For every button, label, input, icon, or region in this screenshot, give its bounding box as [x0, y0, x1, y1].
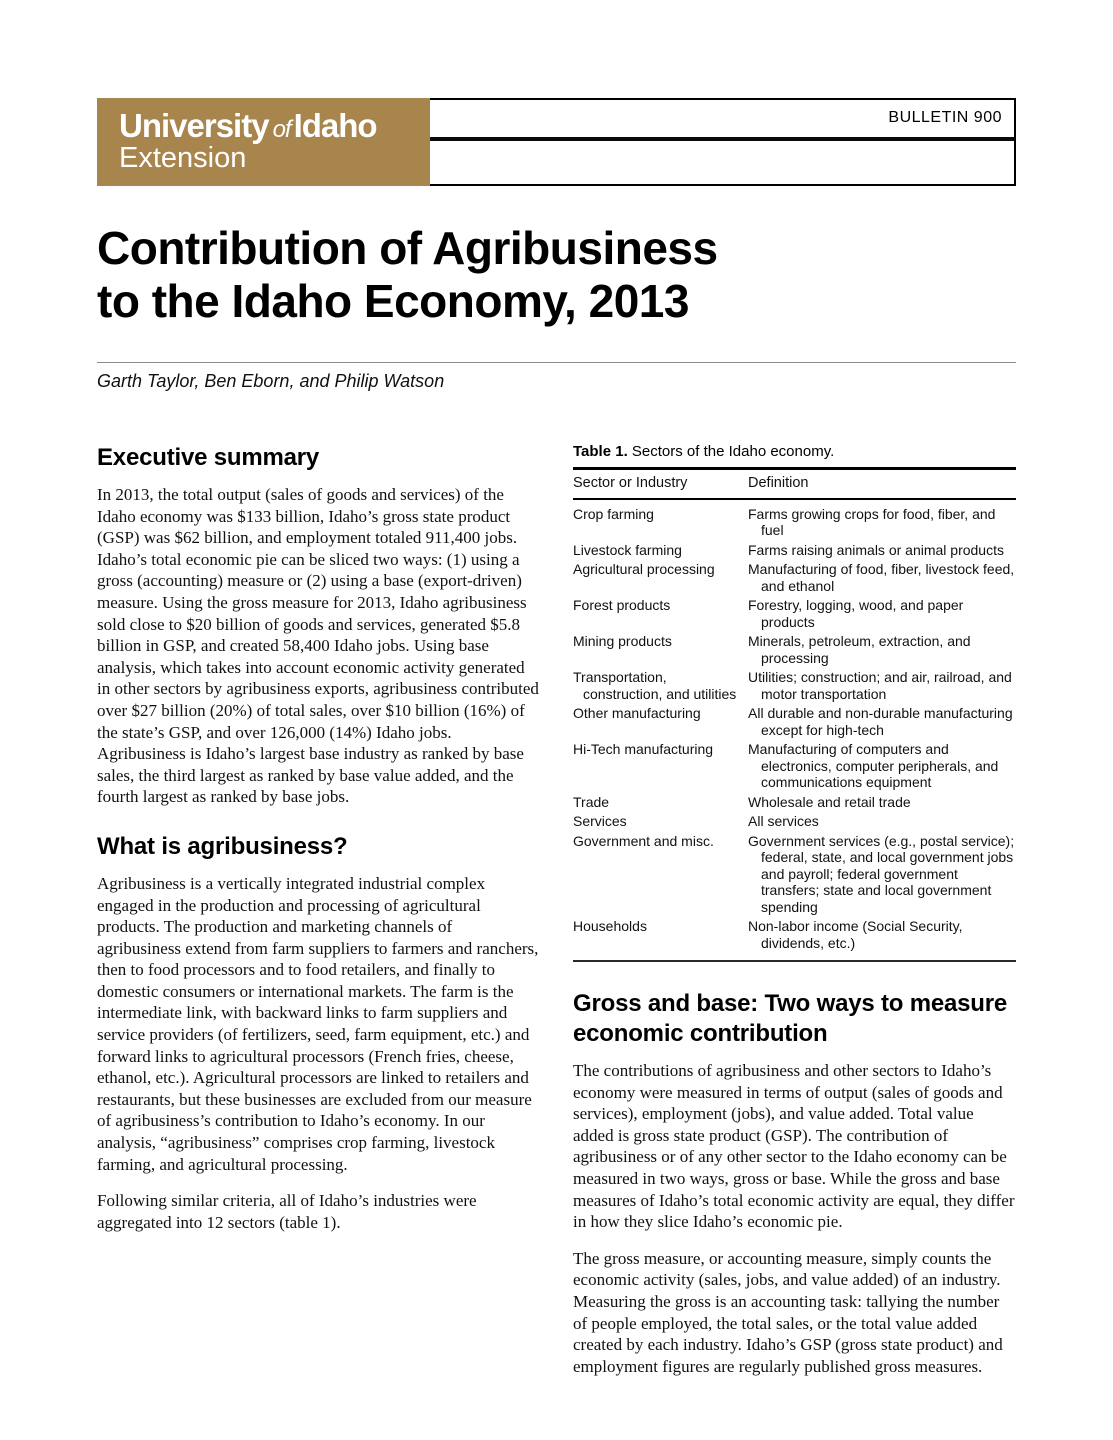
table-row	[573, 633, 1016, 666]
sectors-table	[573, 467, 1016, 962]
table-header-row	[573, 470, 1016, 500]
sector-cell: Households	[573, 918, 647, 934]
bulletin-number: BULLETIN 900	[888, 109, 1002, 126]
table-row	[573, 705, 1016, 738]
masthead	[97, 98, 1016, 186]
author-divider	[97, 362, 1016, 363]
page-title-line1: Contribution of Agribusiness	[97, 222, 718, 274]
page-title	[97, 222, 1016, 328]
definition-cell: All durable and non-durable manufacturing except for high-tech	[748, 705, 1013, 738]
definition-cell: Farms growing crops for food, fiber, and fuel	[748, 505, 996, 538]
executive-summary-paragraph: In 2013, the total output (sales of goods and services) of the Idaho economy was $133 billion, Idaho’s gross state product (GSP) was $62 billion, and employment totaled 911,400 jobs. Idaho’s total economic pie can be sliced two ways: (1) using a gross (accounting) measure or (2) using a base (export-driven) measure. Using the gross measure for 2013, Idaho agribusiness sold close to $20 billion of goods and services, generated $5.8 billion in GSP, and created 58,400 Idaho jobs. Using base analysis, which takes into account economic activity generated in other sectors by agribusiness exports, agribusiness contributed over $27 billion (20%) of total sales, over $10 billion (16%) of the state’s GSP, and over 126,000 (14%) Idaho jobs. Agribusiness is Idaho’s largest base industry as ranked by base sales, the third largest as ranked by base value added, and the fourth largest as ranked by base jobs.	[97, 485, 539, 807]
table-caption-label: Table 1.	[573, 443, 628, 460]
what-is-agribusiness-paragraph-1: Agribusiness is a vertically integrated industrial complex engaged in the production and processing of agricultural products. The production and marketing channels of agribusiness extend from farm suppliers to farmers and ranchers, then to food processors and to food retailers, and finally to domestic consumers or international markets. The farm is the intermediate link, with backward links to farm suppliers and service providers (of fertilizers, seed, farm equipment, etc.) and forward links to agricultural processors (French fries, cheese, ethanol, etc.). Agricultural processors are linked to retailers and restaurants, but these businesses are excluded from our measure of agribusiness’s contribution to Idaho’s economy. In our analysis, “agribusiness” comprises crop farming, livestock farming, and agricultural processing.	[97, 873, 539, 1174]
definition-cell: Manufacturing of food, fiber, livestock feed, and ethanol	[748, 561, 1015, 594]
sector-cell: Forest products	[573, 597, 671, 613]
sector-cell: Trade	[573, 793, 610, 810]
sector-cell: Services	[573, 813, 627, 829]
table-row	[573, 813, 1016, 830]
university-of-idaho-extension-logo	[97, 98, 430, 186]
definition-cell: All services	[748, 813, 819, 829]
definition-cell: Non-labor income (Social Security, dividends, etc.)	[748, 918, 963, 951]
sector-cell: Crop farming	[573, 505, 654, 522]
heading-gross-and-base: Gross and base: Two ways to measure economic contribution	[573, 990, 1008, 1047]
table-row	[573, 669, 1016, 702]
definition-cell: Wholesale and retail trade	[748, 793, 911, 810]
masthead-rule	[430, 137, 1014, 141]
logo-word-extension: Extension	[119, 142, 247, 174]
table-body	[573, 506, 1016, 961]
gross-and-base-paragraph-2: The gross measure, or accounting measure, simply counts the economic activity (sales, jobs, and value added) of an industry. Measuring the gross is an accounting task: tallying the number of people employed, the total sales, or the total value added created by each industry. Idaho’s GSP (gross state product) and employment figures are regularly published gross measures.	[573, 1248, 1003, 1376]
heading-executive-summary: Executive summary	[97, 444, 320, 471]
bulletin-box	[430, 98, 1016, 186]
sector-cell: Agricultural processing	[573, 561, 715, 577]
table-caption	[573, 443, 1016, 460]
authors-byline: Garth Taylor, Ben Eborn, and Philip Watson	[97, 371, 445, 391]
sector-cell: Hi-Tech manufacturing	[573, 741, 714, 757]
table-caption-text: Sectors of the Idaho economy.	[627, 443, 835, 460]
column-header-sector: Sector or Industry	[573, 475, 688, 491]
definition-cell: Government services (e.g., postal service); federal, state, and local government jobs and payroll; federal government transfers; state and local government spending	[748, 832, 1015, 915]
logo-word-university: University	[119, 107, 269, 144]
left-column	[97, 443, 540, 1248]
table-row	[573, 794, 1016, 811]
sector-cell: Other manufacturing	[573, 705, 701, 721]
sector-cell: Government and misc.	[573, 832, 714, 849]
sector-cell: Livestock farming	[573, 541, 682, 558]
table-row	[573, 506, 1016, 539]
gross-and-base-paragraph-1: The contributions of agribusiness and other sectors to Idaho’s economy were measured in terms of output (sales of goods and services), employment (jobs), and value added. Total value added is gross state product (GSP). The contribution of agribusiness or of any other sector to the Idaho economy can be measured in two ways, gross or base. While the gross and base measures of Idaho’s total economic activity are equal, they differ in how they slice Idaho’s economic pie.	[573, 1061, 1015, 1232]
table-row	[573, 741, 1016, 791]
logo-word-of: of	[272, 116, 291, 143]
sector-cell: Mining products	[573, 633, 672, 649]
table-row	[573, 597, 1016, 630]
definition-cell: Manufacturing of computers and electronics, computer peripherals, and communications equipment	[748, 741, 999, 790]
sector-cell: Transportation, construction, and utilities	[573, 669, 737, 702]
what-is-agribusiness-paragraph-2: Following similar criteria, all of Idaho’s industries were aggregated into 12 sectors (table 1).	[97, 1191, 477, 1232]
logo-word-idaho: Idaho	[293, 107, 377, 144]
page-title-line2: to the Idaho Economy, 2013	[97, 275, 689, 327]
table-row	[573, 833, 1016, 916]
definition-cell: Forestry, logging, wood, and paper products	[748, 597, 964, 630]
definition-cell: Farms raising animals or animal products	[748, 541, 1004, 558]
column-header-definition: Definition	[748, 475, 809, 491]
definition-cell: Minerals, petroleum, extraction, and processing	[748, 633, 971, 666]
table-row	[573, 918, 1016, 951]
table-row	[573, 542, 1016, 559]
heading-what-is-agribusiness: What is agribusiness?	[97, 832, 348, 860]
table-row	[573, 561, 1016, 594]
definition-cell: Utilities; construction; and air, railroad, and motor transportation	[748, 669, 1012, 702]
right-column	[573, 443, 1016, 1392]
